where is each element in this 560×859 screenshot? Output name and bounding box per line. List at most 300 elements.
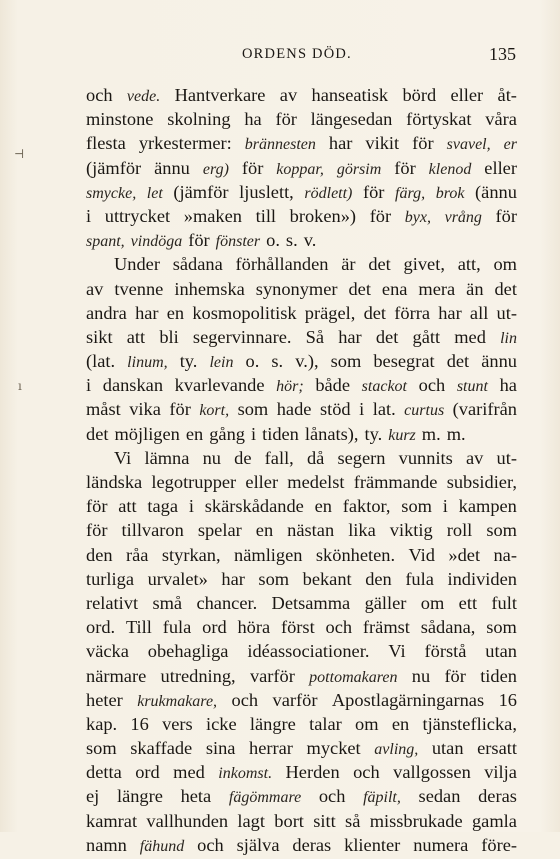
word: i xyxy=(250,423,257,444)
word: det xyxy=(348,278,371,299)
word: legotrupper xyxy=(151,472,237,492)
word: lat. xyxy=(372,399,396,420)
word: förtyskat xyxy=(406,109,472,130)
word: s. xyxy=(285,230,298,251)
word: åt- xyxy=(497,85,517,105)
text-line xyxy=(86,738,517,762)
word: tiden xyxy=(480,665,517,686)
word: andra xyxy=(86,302,127,323)
italic-word: hör; xyxy=(276,378,304,396)
text-line xyxy=(86,520,517,544)
text-line xyxy=(86,303,517,327)
word: Herden xyxy=(285,762,340,783)
word: inhemska xyxy=(174,278,245,299)
word: som xyxy=(237,399,269,420)
word: styrkan, xyxy=(161,544,221,565)
word: all xyxy=(469,302,489,323)
word: ännu xyxy=(154,157,190,178)
italic-word: klenod xyxy=(428,160,472,178)
word: för xyxy=(495,205,517,226)
word: ty. xyxy=(364,423,383,444)
word: skolning xyxy=(167,109,231,130)
text-line xyxy=(86,375,517,399)
word: våra xyxy=(485,109,517,130)
word: främmande xyxy=(353,472,438,492)
word: namn xyxy=(86,834,127,855)
word: herrar xyxy=(249,738,293,759)
word: kap. xyxy=(86,713,118,734)
word: Till xyxy=(125,617,152,638)
word: individen xyxy=(447,568,517,589)
word: v. xyxy=(303,230,317,251)
text-line xyxy=(86,641,517,665)
word: främst xyxy=(362,617,410,638)
word: som xyxy=(401,496,432,517)
word: har xyxy=(338,326,362,347)
word: ljuslett, xyxy=(239,181,294,202)
word: ej xyxy=(86,786,100,807)
word: om xyxy=(493,254,517,275)
margin-mark: ⊣ xyxy=(14,147,25,161)
text-line xyxy=(86,327,517,351)
word: ha xyxy=(244,109,262,130)
word: fall, xyxy=(264,447,294,468)
word: chancer. xyxy=(196,592,258,613)
word: den xyxy=(86,544,113,565)
word: det xyxy=(494,278,517,299)
word: icke xyxy=(205,713,237,734)
italic-word: krukmakare, xyxy=(137,692,218,710)
text-line xyxy=(86,496,517,520)
text-line xyxy=(86,158,517,182)
word: prägel, xyxy=(304,302,356,323)
word: om xyxy=(420,592,445,613)
word: eller xyxy=(245,472,279,492)
word: tiden xyxy=(262,423,299,444)
word: eller xyxy=(484,157,517,178)
word: själva xyxy=(236,834,280,855)
text-line xyxy=(86,690,517,714)
word: för xyxy=(86,520,108,541)
word: och xyxy=(318,786,346,807)
text-line xyxy=(86,109,517,133)
page-header xyxy=(0,46,560,68)
word: för xyxy=(444,665,466,686)
word: relativt xyxy=(86,592,139,613)
word: ersatt xyxy=(477,738,517,759)
italic-word: vindöga xyxy=(130,233,183,251)
word: som xyxy=(330,351,362,372)
word: segervinnare. xyxy=(192,326,292,347)
word: råa xyxy=(125,544,149,565)
italic-word: vede. xyxy=(126,88,161,105)
text-line xyxy=(86,617,517,641)
word: viktig xyxy=(389,520,433,541)
text-line xyxy=(86,399,517,423)
word: taga xyxy=(147,496,179,517)
word: små xyxy=(152,592,183,613)
word: om xyxy=(355,713,379,734)
word: o. xyxy=(245,351,260,372)
italic-word: brännesten xyxy=(244,136,316,154)
text-line xyxy=(86,133,517,157)
italic-word: fäpilt, xyxy=(363,789,401,807)
text-line xyxy=(86,835,517,859)
text-line xyxy=(86,254,517,278)
word: av xyxy=(466,447,484,468)
word: vika xyxy=(129,399,161,420)
word: lämna xyxy=(144,447,190,468)
word: som xyxy=(486,520,517,541)
text-line xyxy=(86,545,517,569)
word: en xyxy=(391,713,410,734)
word: närmare xyxy=(86,665,147,686)
word: kosmopolitisk xyxy=(192,302,297,323)
word: Vi xyxy=(114,447,132,468)
word: utredning, xyxy=(160,665,236,686)
text-line xyxy=(86,351,517,375)
word: det xyxy=(368,254,391,275)
word: en xyxy=(255,520,274,541)
word: obehagliga xyxy=(147,641,229,662)
word: spelar xyxy=(197,520,242,541)
italic-word: stackot xyxy=(361,378,407,396)
word: med xyxy=(454,326,486,347)
word: bli xyxy=(159,326,179,347)
word: kampen xyxy=(458,496,517,517)
word: kvarlevande xyxy=(174,375,265,396)
italic-word: fähund xyxy=(139,837,185,855)
word: tillvaron xyxy=(121,520,184,541)
word: sådana, xyxy=(420,617,476,638)
word: stöd xyxy=(319,399,351,420)
word: ett xyxy=(458,592,478,613)
word: ännu xyxy=(481,351,517,372)
text-line xyxy=(86,85,517,109)
text-line xyxy=(86,569,517,593)
word: fult xyxy=(491,592,517,613)
word: lånats), xyxy=(304,423,359,444)
word: nu xyxy=(202,447,221,468)
italic-word: erg) xyxy=(202,160,229,178)
italic-word: linum, xyxy=(127,354,168,372)
word: ord. xyxy=(86,617,116,638)
text-line xyxy=(86,424,517,448)
word: besegrat xyxy=(373,351,435,372)
italic-word: avling, xyxy=(374,741,419,759)
word: gäller xyxy=(364,592,407,613)
word: (jämför xyxy=(86,157,142,178)
word: gång xyxy=(209,423,245,444)
word: ha xyxy=(499,375,517,396)
word: i xyxy=(442,496,448,517)
word: sitt xyxy=(313,810,336,831)
word: s. xyxy=(271,351,284,372)
word: utan xyxy=(485,641,517,662)
word: subsidier, xyxy=(446,472,517,492)
word: måst xyxy=(86,399,121,420)
word: förhållanden xyxy=(235,254,329,275)
word: som xyxy=(86,738,117,759)
italic-word: er xyxy=(503,136,517,154)
text-line xyxy=(86,762,517,786)
word: vikit xyxy=(365,133,400,154)
word: före- xyxy=(481,834,517,855)
italic-word: curtus xyxy=(404,402,445,420)
word: att xyxy=(126,326,146,347)
word: heta xyxy=(180,786,212,807)
italic-word: inkomst. xyxy=(218,765,273,783)
word: v.), xyxy=(295,351,319,372)
text-line xyxy=(86,230,517,254)
word: flesta xyxy=(86,133,126,154)
running-title: ORDENS DÖD. xyxy=(242,46,352,62)
word: sina xyxy=(205,738,236,759)
word: »det xyxy=(448,544,481,565)
word: Vi xyxy=(388,641,406,662)
italic-word: brok xyxy=(435,184,465,202)
word: (lat. xyxy=(86,351,116,372)
word: har xyxy=(221,568,245,589)
italic-word: fönster xyxy=(215,233,261,251)
word: segern xyxy=(337,447,386,468)
word: ena xyxy=(381,278,408,299)
word: har xyxy=(135,302,159,323)
word: bort xyxy=(274,810,304,831)
text-line xyxy=(86,593,517,617)
italic-word: stunt xyxy=(456,378,488,396)
word: nu xyxy=(411,665,431,686)
word: hanseatisk xyxy=(311,85,389,105)
word: fula xyxy=(405,568,434,589)
word: vallhunden xyxy=(146,810,229,831)
word: vunnits xyxy=(398,447,453,468)
word: först xyxy=(280,617,315,638)
word: det xyxy=(86,423,109,444)
italic-word: rödlett) xyxy=(304,184,353,202)
text-line xyxy=(86,472,517,496)
word: (jämför xyxy=(173,181,229,202)
word: ord xyxy=(202,617,227,638)
text-line xyxy=(86,206,517,230)
word: varför xyxy=(249,665,295,686)
italic-word: vrång xyxy=(444,208,482,226)
italic-word: kurz xyxy=(388,426,416,444)
word: en xyxy=(314,496,332,517)
word: för xyxy=(412,133,434,154)
word: vallgossen xyxy=(393,762,471,783)
word: längre xyxy=(249,713,296,734)
word: mycket xyxy=(306,738,361,759)
word: Så xyxy=(305,326,325,347)
word: som xyxy=(486,617,517,638)
word: för xyxy=(394,157,416,178)
word: både xyxy=(315,375,351,396)
italic-word: svavel, xyxy=(446,136,491,154)
word: turliga xyxy=(86,568,135,589)
word: tjänsteflicka, xyxy=(422,713,517,734)
word: ty. xyxy=(179,351,198,372)
text-line xyxy=(86,811,517,835)
word: klienter xyxy=(344,834,401,855)
word: 16 xyxy=(498,689,517,710)
word: heter xyxy=(86,689,123,710)
word: deras xyxy=(292,834,332,855)
word: det xyxy=(446,351,470,372)
word: förstå xyxy=(424,641,467,662)
word: ut- xyxy=(496,447,517,468)
word: och xyxy=(353,762,380,783)
word: det xyxy=(375,326,399,347)
italic-word: görsim xyxy=(336,160,382,178)
word: sikt xyxy=(86,326,113,347)
word: för xyxy=(241,157,264,178)
word: de xyxy=(234,447,252,468)
word: sedan xyxy=(418,786,461,807)
word: sådana xyxy=(172,254,223,275)
text-line xyxy=(86,786,517,810)
word: som xyxy=(258,568,290,589)
word: och xyxy=(325,617,353,638)
italic-word: färg, xyxy=(395,184,426,202)
word: vers xyxy=(162,713,193,734)
word: minstone xyxy=(86,109,154,130)
word: faktor, xyxy=(342,496,391,517)
word: medelst xyxy=(287,472,345,492)
word: broken») xyxy=(289,205,357,226)
word: den xyxy=(365,568,392,589)
word: givet, xyxy=(403,254,445,275)
word: och xyxy=(418,375,446,396)
word: roll xyxy=(446,520,473,541)
word: synonymer xyxy=(255,278,338,299)
word: (ännu xyxy=(475,181,517,202)
word: ländska xyxy=(86,472,143,492)
word: skönheten. xyxy=(315,544,396,565)
word: för xyxy=(369,205,392,226)
word: i xyxy=(86,375,92,396)
word: bekant xyxy=(302,568,352,589)
word: Under xyxy=(114,254,160,275)
word: numera xyxy=(413,834,469,855)
word: urvalet» xyxy=(147,568,208,589)
word: förra xyxy=(394,302,430,323)
word: i xyxy=(188,496,194,517)
word: nämligen xyxy=(234,544,303,565)
word: än xyxy=(466,278,484,299)
word: idéassociationer. xyxy=(247,641,370,662)
word: en xyxy=(185,423,204,444)
word: yrkestermer: xyxy=(138,133,232,154)
word: varför xyxy=(272,689,318,710)
word: av xyxy=(279,85,298,105)
word: längre xyxy=(116,786,163,807)
word: väcka xyxy=(86,641,129,662)
italic-word: spant, xyxy=(86,233,125,251)
word: för xyxy=(275,109,297,130)
word: gått xyxy=(412,326,441,347)
word: (varifrån xyxy=(452,399,517,420)
word: gamla xyxy=(471,810,517,831)
word: detta xyxy=(86,762,122,783)
word: i xyxy=(86,205,92,226)
word: Hantverkare xyxy=(174,85,266,105)
italic-word: lein xyxy=(209,354,234,372)
word: utan xyxy=(431,738,464,759)
word: höra xyxy=(237,617,271,638)
word: längesedan xyxy=(310,109,393,130)
italic-word: koppar, xyxy=(276,160,324,178)
word: till xyxy=(255,205,277,226)
word: talar xyxy=(309,713,342,734)
word: lagt xyxy=(237,810,265,831)
word: är xyxy=(341,254,356,275)
word: det xyxy=(363,302,387,323)
word: nästan xyxy=(287,520,335,541)
word: har xyxy=(438,302,462,323)
word: m. xyxy=(421,423,441,444)
word: av xyxy=(86,278,104,299)
italic-word: lin xyxy=(500,329,517,347)
word: tvenne xyxy=(114,278,164,299)
margin-mark: ı xyxy=(18,379,22,393)
word: så xyxy=(345,810,361,831)
italic-word: pottomakaren xyxy=(309,668,398,686)
word: börd xyxy=(402,85,437,105)
italic-word: fägömmare xyxy=(228,789,302,807)
text-line xyxy=(86,182,517,206)
text-line xyxy=(86,666,517,690)
word: har xyxy=(328,133,353,154)
word: för xyxy=(188,230,210,251)
word: och xyxy=(86,85,113,105)
word: ut- xyxy=(496,302,517,323)
word: danskan xyxy=(102,375,164,396)
word: och xyxy=(231,689,259,710)
word: ord xyxy=(135,762,160,783)
text-line xyxy=(86,448,517,472)
word: då xyxy=(306,447,325,468)
word: fula xyxy=(162,617,192,638)
page-number: 135 xyxy=(489,44,516,64)
word: uttrycket xyxy=(104,205,171,226)
word: kamrat xyxy=(86,810,138,831)
word: m. xyxy=(446,423,466,444)
word: för xyxy=(362,181,385,202)
italic-word: smycke, xyxy=(86,184,137,202)
word: för xyxy=(169,399,191,420)
word: 16 xyxy=(130,713,149,734)
text-line xyxy=(86,714,517,738)
word: skärskådande xyxy=(204,496,304,517)
text-line xyxy=(86,279,517,303)
word: eller xyxy=(450,85,484,105)
word: hade xyxy=(276,399,312,420)
word: deras xyxy=(478,786,517,807)
word: med xyxy=(173,762,205,783)
italic-word: kort, xyxy=(199,402,230,420)
word: mera xyxy=(418,278,456,299)
word: att xyxy=(118,496,137,517)
word: »maken xyxy=(183,205,242,226)
body-text xyxy=(86,85,517,859)
word: att, xyxy=(457,254,481,275)
word: för xyxy=(86,496,108,517)
word: o. xyxy=(266,230,280,251)
word: Vid xyxy=(408,544,435,565)
italic-word: let xyxy=(146,184,163,202)
word: missbrukade xyxy=(369,810,463,831)
